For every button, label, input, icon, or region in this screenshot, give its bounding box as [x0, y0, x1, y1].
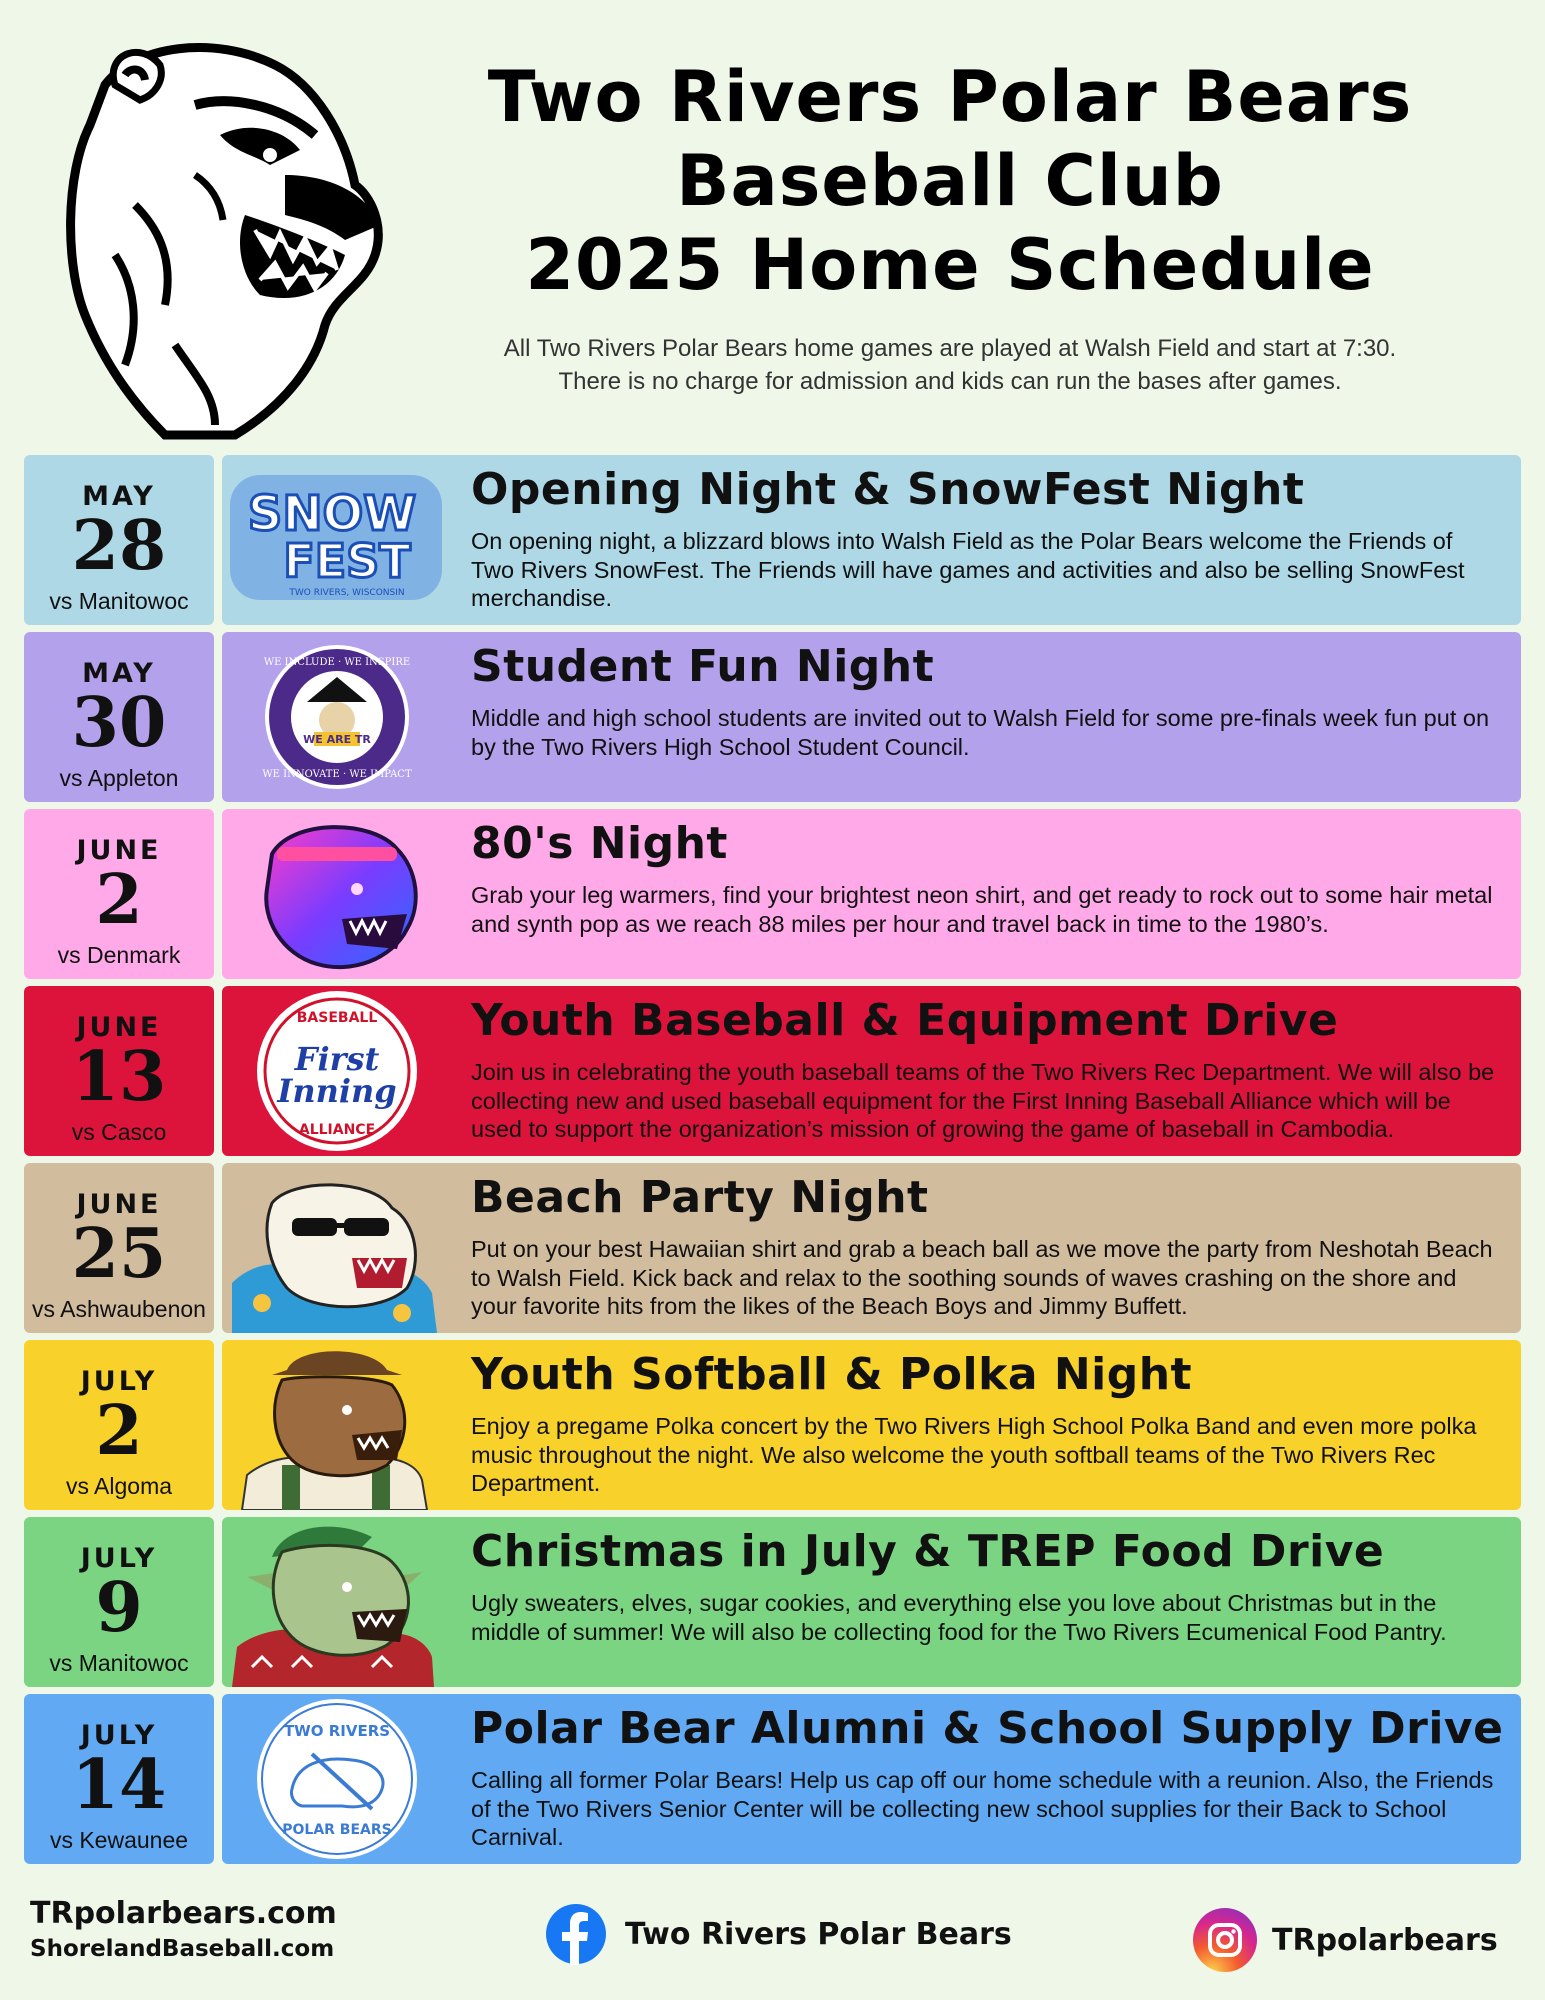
first-inning-logo-text-4: ALLIANCE	[298, 1122, 376, 1138]
snowfest-logo-icon	[222, 455, 452, 625]
game-row-june-25	[24, 1163, 1521, 1333]
page-title	[420, 55, 1480, 307]
polka-bear-icon	[222, 1340, 452, 1510]
alumni-logo-text-2: POLAR BEARS	[282, 1822, 392, 1838]
first-inning-logo-text-3: Inning	[277, 1072, 397, 1110]
event-title: 80's Night	[471, 818, 728, 869]
elf-bear-icon	[222, 1517, 452, 1687]
game-opponent: vs Algoma	[65, 1473, 173, 1499]
game-day: 13	[71, 1037, 167, 1117]
first-inning-logo-text-1: BASEBALL	[296, 1010, 378, 1026]
instagram-icon	[1192, 1907, 1258, 1973]
game-day: 28	[71, 506, 167, 586]
snowfest-logo-text-1: SNOW	[247, 486, 417, 542]
pirate-logo-text-1: WE INCLUDE · WE INSPIRE	[263, 657, 411, 668]
game-row-may-30	[24, 632, 1521, 802]
event-description: Put on your best Hawaiian shirt and grab a beach ball as we move the party from Neshotah Beach to Walsh Field. Kick back and relax to the soothing sounds of waves crashing on the shore and your favorite hits from the likes of the Beach Boys and Jimmy Buffett.	[471, 1236, 1493, 1319]
facebook-link[interactable]	[545, 1902, 1012, 1966]
alumni-logo-icon	[222, 1694, 452, 1864]
game-month: MAY	[82, 481, 156, 512]
beach-bear-icon	[222, 1163, 452, 1333]
snowfest-logo-text-2: FEST	[283, 534, 411, 588]
instagram-link[interactable]	[1192, 1908, 1498, 1972]
neon-bear-icon	[222, 809, 452, 979]
game-month: JULY	[80, 1366, 158, 1397]
event-box	[222, 986, 1521, 1156]
event-title: Youth Softball & Polka Night	[471, 1349, 1193, 1400]
title-line-2: Baseball Club	[676, 140, 1224, 222]
event-description: Join us in celebrating the youth baseball teams of the Two Rivers Rec Department. We will also be collecting new and used baseball equipment for the First Inning Baseball Alliance which will be used to support the organization’s mission of growing the game of baseball in Cambodia.	[471, 1059, 1495, 1142]
event-title: Youth Baseball & Equipment Drive	[471, 995, 1339, 1046]
facebook-label: Two Rivers Polar Bears	[625, 1916, 1012, 1952]
game-row-june-2	[24, 809, 1521, 979]
intro-line-1: All Two Rivers Polar Bears home games are played at Walsh Field and start at 7:30.	[503, 335, 1397, 362]
game-opponent: vs Denmark	[57, 942, 181, 968]
pirate-logo-text-2: WE ARE TR	[303, 733, 371, 746]
game-row-july-9	[24, 1517, 1521, 1687]
date-box	[24, 1694, 214, 1864]
date-box	[24, 1163, 214, 1333]
game-row-may-28	[24, 455, 1521, 625]
event-title: Polar Bear Alumni & School Supply Drive	[471, 1703, 1504, 1754]
event-box	[222, 632, 1521, 802]
facebook-icon	[545, 1903, 607, 1965]
game-day: 2	[95, 1391, 143, 1471]
date-box	[24, 632, 214, 802]
event-box	[222, 1340, 1521, 1510]
game-opponent: vs Manitowoc	[49, 1650, 189, 1676]
event-title: Christmas in July & TREP Food Drive	[471, 1526, 1385, 1577]
schedule-list	[24, 455, 1521, 1871]
footer-websites	[30, 1895, 337, 1965]
website-link-shoreland[interactable]: ShorelandBaseball.com	[30, 1936, 335, 1962]
game-month: JUNE	[76, 1012, 162, 1043]
event-title: Beach Party Night	[471, 1172, 929, 1223]
title-line-3: 2025 Home Schedule	[525, 224, 1375, 306]
event-title: Opening Night & SnowFest Night	[471, 464, 1305, 515]
event-description: Ugly sweaters, elves, sugar cookies, and everything else you love about Christmas but in the middle of summer! We will also be collecting food for the Two Rivers Ecumenical Food Pantry.	[471, 1590, 1447, 1645]
date-box	[24, 1517, 214, 1687]
game-day: 9	[95, 1568, 143, 1648]
game-row-july-14	[24, 1694, 1521, 1864]
event-description: On opening night, a blizzard blows into Walsh Field as the Polar Bears welcome the Friends of Two Rivers SnowFest. The Friends will have games and activities and also be selling SnowFest merchandise.	[471, 528, 1465, 611]
event-box	[222, 1517, 1521, 1687]
instagram-label: TRpolarbears	[1272, 1922, 1498, 1958]
event-box	[222, 1694, 1521, 1864]
event-description: Middle and high school students are invited out to Walsh Field for some pre-finals week fun put on by the Two Rivers High School Student Council.	[471, 705, 1490, 760]
game-day: 2	[95, 860, 143, 940]
event-title: Student Fun Night	[471, 641, 935, 692]
alumni-logo-text-1: TWO RIVERS	[283, 1722, 391, 1740]
game-opponent: vs Manitowoc	[49, 588, 189, 614]
pirate-logo-icon	[222, 632, 452, 802]
game-month: JULY	[80, 1720, 158, 1751]
intro-line-2: There is no charge for admission and kids can run the bases after games.	[558, 368, 1342, 395]
event-box	[222, 809, 1521, 979]
game-day: 30	[71, 683, 167, 763]
intro-text	[420, 332, 1480, 398]
game-month: JUNE	[76, 1189, 162, 1220]
date-box	[24, 1340, 214, 1510]
title-line-1: Two Rivers Polar Bears	[487, 56, 1413, 138]
event-box	[222, 455, 1521, 625]
date-box	[24, 809, 214, 979]
date-box	[24, 986, 214, 1156]
polar-bear-mascot-icon	[45, 25, 405, 445]
game-opponent: vs Kewaunee	[49, 1827, 189, 1853]
first-inning-logo-icon	[222, 986, 452, 1156]
game-month: JUNE	[76, 835, 162, 866]
game-day: 25	[71, 1214, 167, 1294]
game-day: 14	[71, 1745, 167, 1825]
pirate-logo-text-3: WE INNOVATE · WE IMPACT	[262, 769, 412, 780]
event-description: Enjoy a pregame Polka concert by the Two Rivers High School Polka Band and even more polka music throughout the night. We also welcome the youth softball teams of the Two Rivers Rec Department.	[471, 1413, 1477, 1496]
game-month: MAY	[82, 658, 156, 689]
event-description: Grab your leg warmers, find your brightest neon shirt, and get ready to rock out to some hair metal and synth pop as we reach 88 miles per hour and travel back in time to the 1980’s.	[471, 882, 1493, 937]
website-link-trpolarbears[interactable]: TRpolarbears.com	[30, 1896, 337, 1931]
snowfest-logo-text-3: TWO RIVERS, WISCONSIN	[289, 588, 405, 598]
game-opponent: vs Ashwaubenon	[32, 1296, 206, 1322]
game-month: JULY	[80, 1543, 158, 1574]
event-box	[222, 1163, 1521, 1333]
event-description: Calling all former Polar Bears! Help us cap off our home schedule with a reunion. Also, the Friends of the Two Rivers Senior Center will be collecting new school supplies for their Back to School Carnival.	[471, 1767, 1494, 1850]
game-opponent: vs Appleton	[59, 765, 179, 791]
date-box	[24, 455, 214, 625]
game-row-july-2	[24, 1340, 1521, 1510]
game-row-june-13	[24, 986, 1521, 1156]
first-inning-logo-text-2: First	[294, 1040, 380, 1078]
game-opponent: vs Casco	[71, 1119, 167, 1145]
